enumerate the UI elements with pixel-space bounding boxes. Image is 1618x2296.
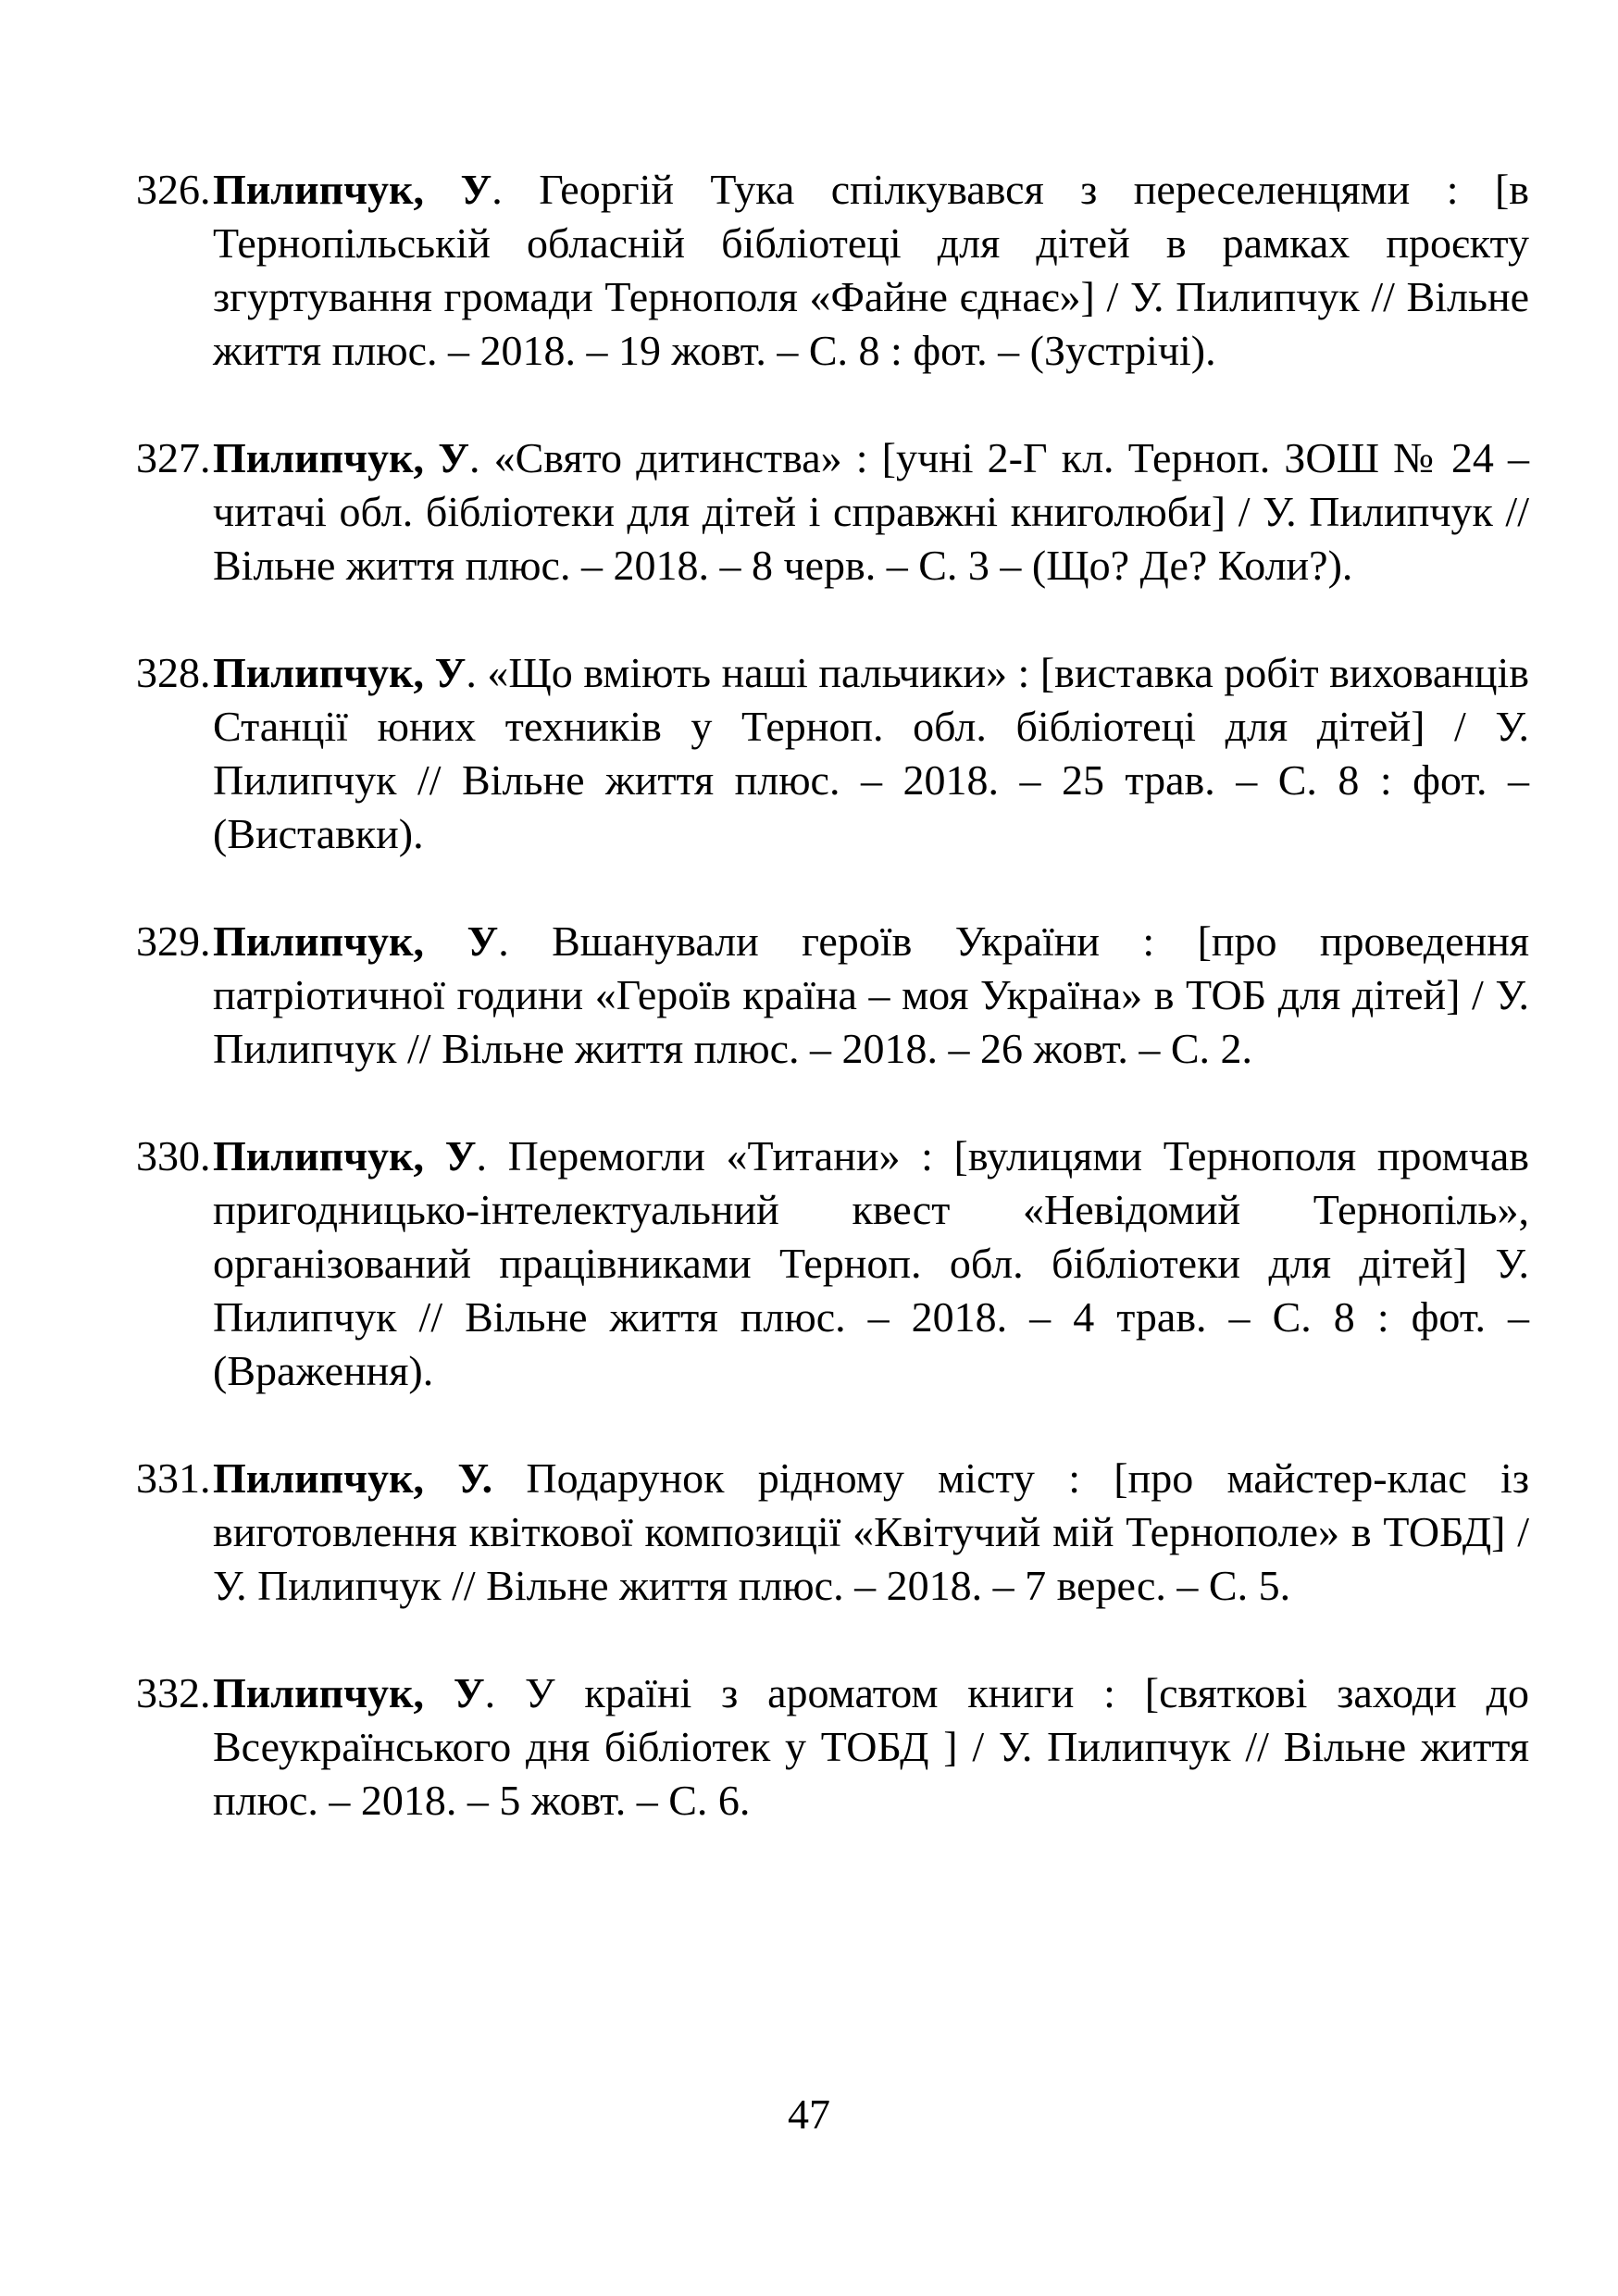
entry-text: . У країні з ароматом книги : [святкові заходи до Всеукраїнського дня бібліотек у ТОБД ] / У. Пилипчук // Вільне життя плюс. – 2018. – 5 жовт. – С. 6. bbox=[213, 1669, 1529, 1824]
bibliography-entry bbox=[136, 646, 1529, 861]
entry-number: 329. bbox=[136, 917, 211, 965]
page-number: 47 bbox=[788, 2090, 830, 2138]
entry-author: Пилипчук, У bbox=[213, 649, 467, 696]
entry-number: 331. bbox=[136, 1454, 211, 1502]
bibliography-entry bbox=[136, 163, 1529, 378]
bibliography-entry bbox=[136, 431, 1529, 593]
entry-text: . Перемогли «Титани» : [вулицями Тернополя промчав пригодницько-інтелектуальний квест «Невідомий Тернопіль», організований працівниками Терноп. обл. бібліотеки для дітей] У. Пилипчук // Вільне життя плюс. – 2018. – 4 трав. – С. 8 : фот. – (Враження). bbox=[213, 1132, 1529, 1394]
entry-author: Пилипчук, У. bbox=[213, 1454, 493, 1502]
entry-number: 330. bbox=[136, 1132, 211, 1179]
bibliography-list bbox=[136, 163, 1529, 1881]
entry-text: Подарунок рідному місту : [про майстер-клас із виготовлення квіткової композиції «Квітучий мій Тернополе» в ТОБД] / У. Пилипчук // Вільне життя плюс. – 2018. – 7 верес. – С. 5. bbox=[213, 1454, 1529, 1609]
entry-author: Пилипчук, У bbox=[213, 434, 469, 481]
entry-author: Пилипчук, У bbox=[213, 1669, 485, 1716]
bibliography-entry bbox=[136, 1666, 1529, 1828]
bibliography-entry bbox=[136, 1452, 1529, 1613]
entry-author: Пилипчук, У bbox=[213, 166, 492, 213]
entry-author: Пилипчук, У bbox=[213, 1132, 477, 1179]
entry-text: . Георгій Тука спілкувався з переселенцями : [в Тернопільській обласній бібліотеці для дітей в рамках проєкту згуртування громади Тернополя «Файне єднає»] / У. Пилипчук // Вільне життя плюс. – 2018. – 19 жовт. – С. 8 : фот. – (Зустрічі). bbox=[213, 166, 1529, 374]
entry-number: 327. bbox=[136, 434, 211, 481]
entry-number: 332. bbox=[136, 1669, 211, 1716]
entry-text: . «Свято дитинства» : [учні 2-Г кл. Терноп. ЗОШ № 24 – читачі обл. бібліотеки для дітей і справжні книголюби] / У. Пилипчук // Вільне життя плюс. – 2018. – 8 черв. – С. 3 – (Що? Де? Коли?). bbox=[213, 434, 1529, 589]
bibliography-entry bbox=[136, 1129, 1529, 1398]
entry-number: 326. bbox=[136, 166, 211, 213]
entry-author: Пилипчук, У bbox=[213, 917, 499, 965]
entry-text: . Вшанували героїв України : [про проведення патріотичної години «Героїв країна – моя Україна» в ТОБ для дітей] / У. Пилипчук // Вільне життя плюс. – 2018. – 26 жовт. – С. 2. bbox=[213, 917, 1529, 1072]
bibliography-entry bbox=[136, 915, 1529, 1076]
entry-text: . «Що вміють наші пальчики» : [виставка робіт вихованців Станції юних техників у Терноп. обл. бібліотеці для дітей] / У. Пилипчук // Вільне життя плюс. – 2018. – 25 трав. – С. 8 : фот. – (Виставки). bbox=[213, 649, 1529, 857]
entry-number: 328. bbox=[136, 649, 211, 696]
